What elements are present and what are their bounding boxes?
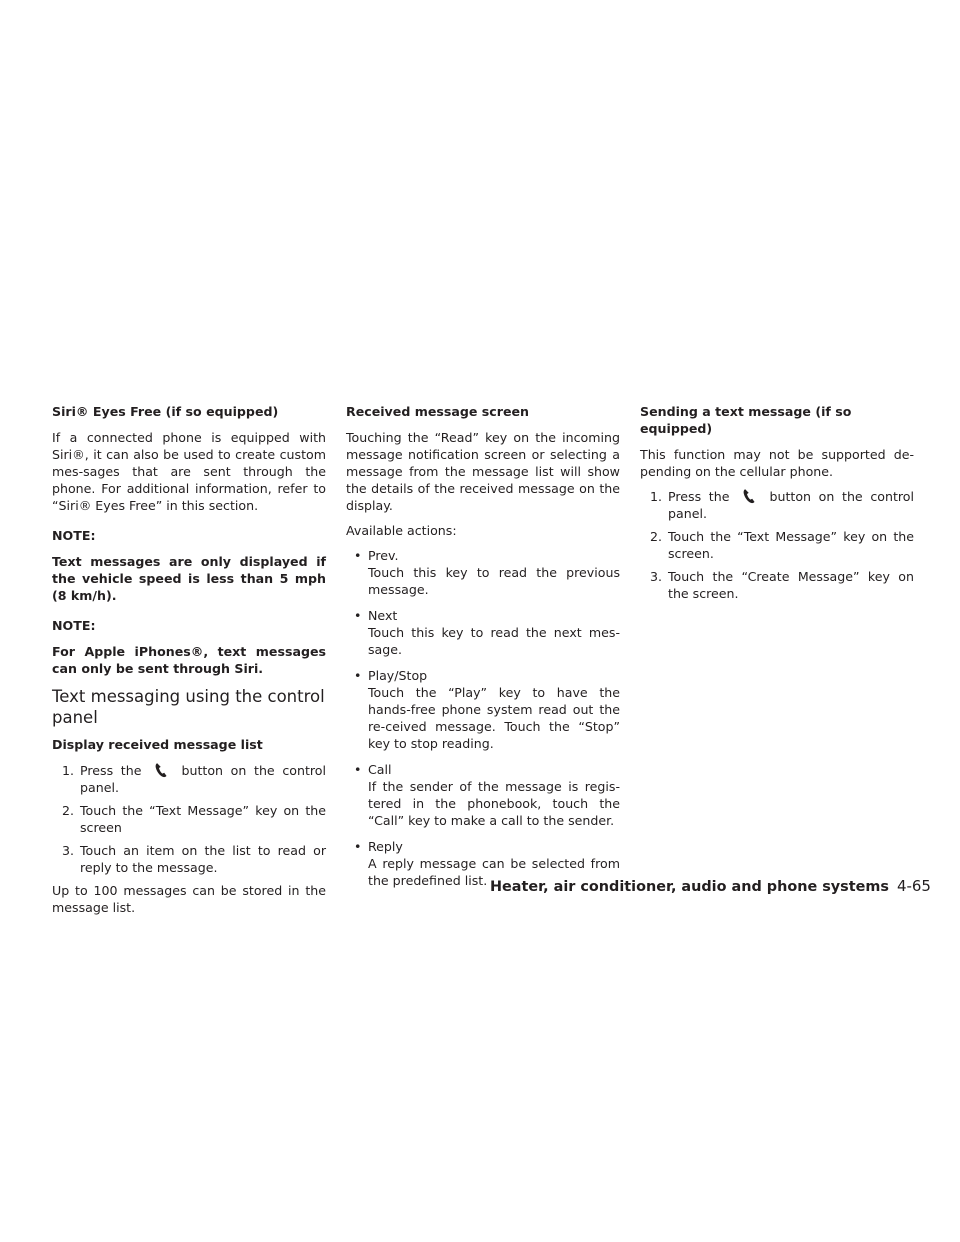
section-heading: Text messaging using the control panel xyxy=(52,687,325,727)
step-number: 2. xyxy=(62,803,75,818)
step-item xyxy=(52,802,326,836)
action-desc: If the sender of the message is regis-tered in the phonebook, touch the “Call” key to make a call to the sender. xyxy=(368,779,620,828)
note-label: NOTE: xyxy=(52,618,96,633)
action-desc: Touch the “Play” key to have the hands-free phone system read out the re-ceived message. Touch the “Stop” key to stop reading. xyxy=(368,685,620,751)
sending-heading: Sending a text message (if so equipped) xyxy=(640,404,852,436)
step-number: 3. xyxy=(62,843,75,858)
received-heading: Received message screen xyxy=(346,404,530,419)
step-item xyxy=(640,488,914,522)
step-text-pre: Press the xyxy=(80,763,142,778)
action-item: • Next Touch this key to read the next mes-sage. xyxy=(354,608,620,657)
column-left xyxy=(52,403,326,924)
step-text-pre: Press the xyxy=(668,489,730,504)
step-text-post: button on the control panel. xyxy=(668,489,914,521)
page-number: 4-65 xyxy=(896,877,931,895)
action-desc: Touch this key to read the previous message. xyxy=(368,565,620,597)
siri-heading: Siri® Eyes Free (if so equipped) xyxy=(52,404,279,419)
step-text-post: button on the control panel. xyxy=(80,763,326,795)
display-list-heading: Display received message list xyxy=(52,737,263,752)
action-name: Next xyxy=(368,608,398,623)
phone-icon xyxy=(141,762,181,779)
column-middle xyxy=(346,403,620,898)
action-item: • Prev. Touch this key to read the previous message. xyxy=(354,548,620,597)
note-label: NOTE: xyxy=(52,528,96,543)
footer-section-title: Heater, air conditioner, audio and phone systems xyxy=(490,879,889,895)
step-item xyxy=(52,762,326,796)
phone-icon xyxy=(729,488,769,505)
step-text: Touch the “Create Message” key on the screen. xyxy=(668,569,914,601)
sending-steps xyxy=(640,488,914,602)
actions-list xyxy=(346,547,620,889)
step-item xyxy=(640,568,914,602)
action-desc: Touch this key to read the next mes-sage. xyxy=(368,625,620,657)
sending-intro: This function may not be supported de-pending on the cellular phone. xyxy=(640,447,914,479)
step-text: Touch an item on the list to read or reply to the message. xyxy=(80,843,326,875)
action-item: • Reply A reply message can be selected from the predefined list. xyxy=(354,839,620,888)
step-text: Touch the “Text Message” key on the screen. xyxy=(668,529,914,561)
action-desc: A reply message can be selected from the predefined list. xyxy=(368,856,620,888)
step-text: Touch the “Text Message” key on the screen xyxy=(80,803,326,835)
received-intro: Touching the “Read” key on the incoming message notification screen or selecting a message from the message list will show the details of the received message on the display. xyxy=(346,430,620,513)
step-item xyxy=(52,842,326,876)
action-name: Reply xyxy=(368,839,403,854)
display-steps xyxy=(52,762,326,876)
storage-paragraph: Up to 100 messages can be stored in the message list. xyxy=(52,883,326,915)
action-name: Call xyxy=(368,762,392,777)
action-item: • Call If the sender of the message is regis-tered in the phonebook, touch the “Call” key to make a call to the sender. xyxy=(354,762,620,828)
action-name: Play/Stop xyxy=(368,668,428,683)
step-item xyxy=(640,528,914,562)
step-number: 1. xyxy=(650,489,663,504)
note-iphone: For Apple iPhones®, text messages can only be sent through Siri. xyxy=(52,644,326,676)
step-number: 3. xyxy=(650,569,663,584)
step-number: 2. xyxy=(650,529,663,544)
actions-label: Available actions: xyxy=(346,523,457,538)
page-footer xyxy=(490,876,931,897)
siri-paragraph: If a connected phone is equipped with Siri®, it can also be used to create custom mes-sages that are sent through the phone. For additional information, refer to “Siri® Eyes Free” in this section. xyxy=(52,430,326,513)
action-name: Prev. xyxy=(368,548,399,563)
note-speed: Text messages are only displayed if the vehicle speed is less than 5 mph (8 km/h). xyxy=(52,554,326,603)
column-right xyxy=(640,403,914,608)
action-item: • Play/Stop Touch the “Play” key to have the hands-free phone system read out the re-ceived message. Touch the “Stop” key to stop reading. xyxy=(354,668,620,751)
step-number: 1. xyxy=(62,763,75,778)
